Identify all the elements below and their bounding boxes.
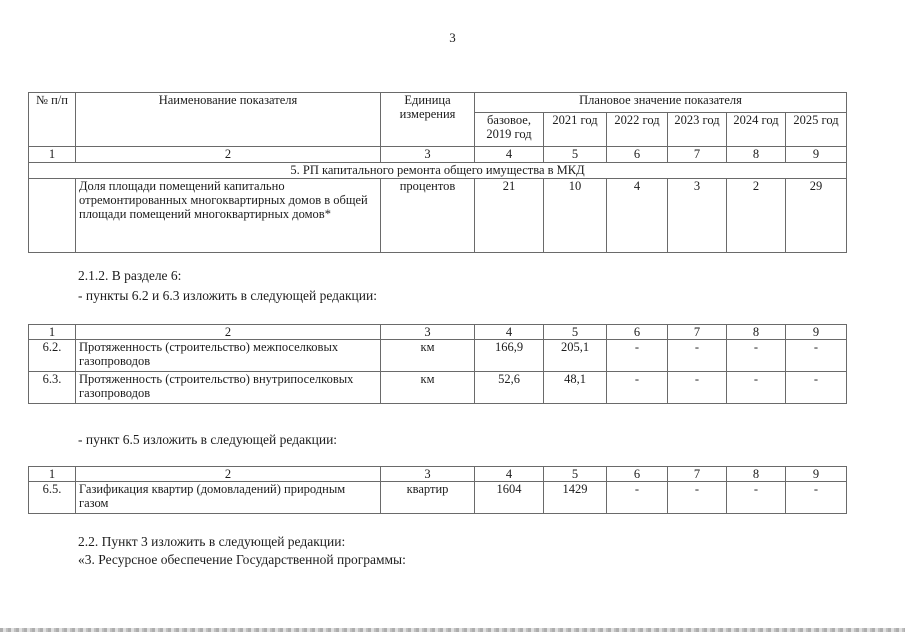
header-year: 2024 год: [727, 113, 786, 147]
row-value: -: [668, 340, 727, 372]
row-value: 4: [607, 179, 668, 253]
row-value: -: [727, 372, 786, 404]
paragraph-section-3: «3. Ресурсное обеспечение Государственной программы:: [78, 552, 406, 567]
paragraph-items-6-2-6-3: - пункты 6.2 и 6.3 изложить в следующей редакции:: [78, 288, 377, 303]
column-number: 6: [607, 325, 668, 340]
column-number: 1: [29, 325, 76, 340]
row-value: -: [668, 372, 727, 404]
column-number: 5: [544, 147, 607, 163]
section-title: 5. РП капитального ремонта общего имущества в МКД: [29, 163, 847, 179]
row-num: 6.5.: [29, 482, 76, 514]
row-name: Доля площади помещений капитально отремонтированных многоквартирных домов в общей площади помещений многоквартирных домов*: [76, 179, 381, 253]
row-unit: квартир: [381, 482, 475, 514]
header-year: базовое, 2019 год: [475, 113, 544, 147]
column-number: 7: [668, 325, 727, 340]
header-year: 2023 год: [668, 113, 727, 147]
row-value: 205,1: [544, 340, 607, 372]
row-value: -: [786, 482, 847, 514]
column-number: 2: [76, 325, 381, 340]
column-number: 9: [786, 467, 847, 482]
header-year: 2021 год: [544, 113, 607, 147]
header-name: Наименование показателя: [76, 93, 381, 147]
row-name: Протяженность (строительство) межпоселковых газопроводов: [76, 340, 381, 372]
row-value: -: [727, 340, 786, 372]
column-number: 3: [381, 325, 475, 340]
row-value: -: [786, 340, 847, 372]
column-number: 3: [381, 147, 475, 163]
column-number: 1: [29, 467, 76, 482]
column-number: 1: [29, 147, 76, 163]
column-number: 4: [475, 147, 544, 163]
row-value: -: [668, 482, 727, 514]
column-number: 4: [475, 467, 544, 482]
column-number: 8: [727, 147, 786, 163]
scan-edge-artifact: [0, 628, 905, 632]
row-name: Протяженность (строительство) внутрипоселковых газопроводов: [76, 372, 381, 404]
row-value: -: [607, 340, 668, 372]
column-number: 5: [544, 325, 607, 340]
column-number: 8: [727, 325, 786, 340]
gasification-table: [28, 466, 847, 514]
row-unit: процентов: [381, 179, 475, 253]
row-unit: км: [381, 372, 475, 404]
row-value: 48,1: [544, 372, 607, 404]
row-value: 1429: [544, 482, 607, 514]
column-number: 3: [381, 467, 475, 482]
row-value: -: [786, 372, 847, 404]
column-number: 7: [668, 147, 727, 163]
paragraph-item-6-5: - пункт 6.5 изложить в следующей редакции:: [78, 432, 338, 447]
column-number: 9: [786, 325, 847, 340]
row-value: -: [727, 482, 786, 514]
row-value: 10: [544, 179, 607, 253]
header-year: 2022 год: [607, 113, 668, 147]
header-num: № п/п: [29, 93, 76, 147]
indicator-table: [28, 92, 847, 253]
gas-pipelines-table: [28, 324, 847, 404]
row-value: -: [607, 372, 668, 404]
row-value: 3: [668, 179, 727, 253]
row-num: 6.2.: [29, 340, 76, 372]
column-number: 4: [475, 325, 544, 340]
row-name: Газификация квартир (домовладений) природным газом: [76, 482, 381, 514]
row-num: 6.3.: [29, 372, 76, 404]
column-number: 6: [607, 467, 668, 482]
column-number: 8: [727, 467, 786, 482]
page-number: 3: [449, 30, 456, 45]
column-number: 5: [544, 467, 607, 482]
paragraph-2-1-2: 2.1.2. В разделе 6:: [78, 268, 182, 283]
header-unit: Единица измерения: [381, 93, 475, 147]
row-value: 166,9: [475, 340, 544, 372]
column-number: 6: [607, 147, 668, 163]
row-value: -: [607, 482, 668, 514]
column-number: 2: [76, 147, 381, 163]
row-value: 29: [786, 179, 847, 253]
column-number: 2: [76, 467, 381, 482]
row-value: 21: [475, 179, 544, 253]
column-number: 7: [668, 467, 727, 482]
row-value: 2: [727, 179, 786, 253]
header-planned: Плановое значение показателя: [475, 93, 847, 113]
row-unit: км: [381, 340, 475, 372]
row-num: [29, 179, 76, 253]
column-number: 9: [786, 147, 847, 163]
paragraph-2-2: 2.2. Пункт 3 изложить в следующей редакции:: [78, 534, 346, 549]
header-year: 2025 год: [786, 113, 847, 147]
row-value: 1604: [475, 482, 544, 514]
row-value: 52,6: [475, 372, 544, 404]
